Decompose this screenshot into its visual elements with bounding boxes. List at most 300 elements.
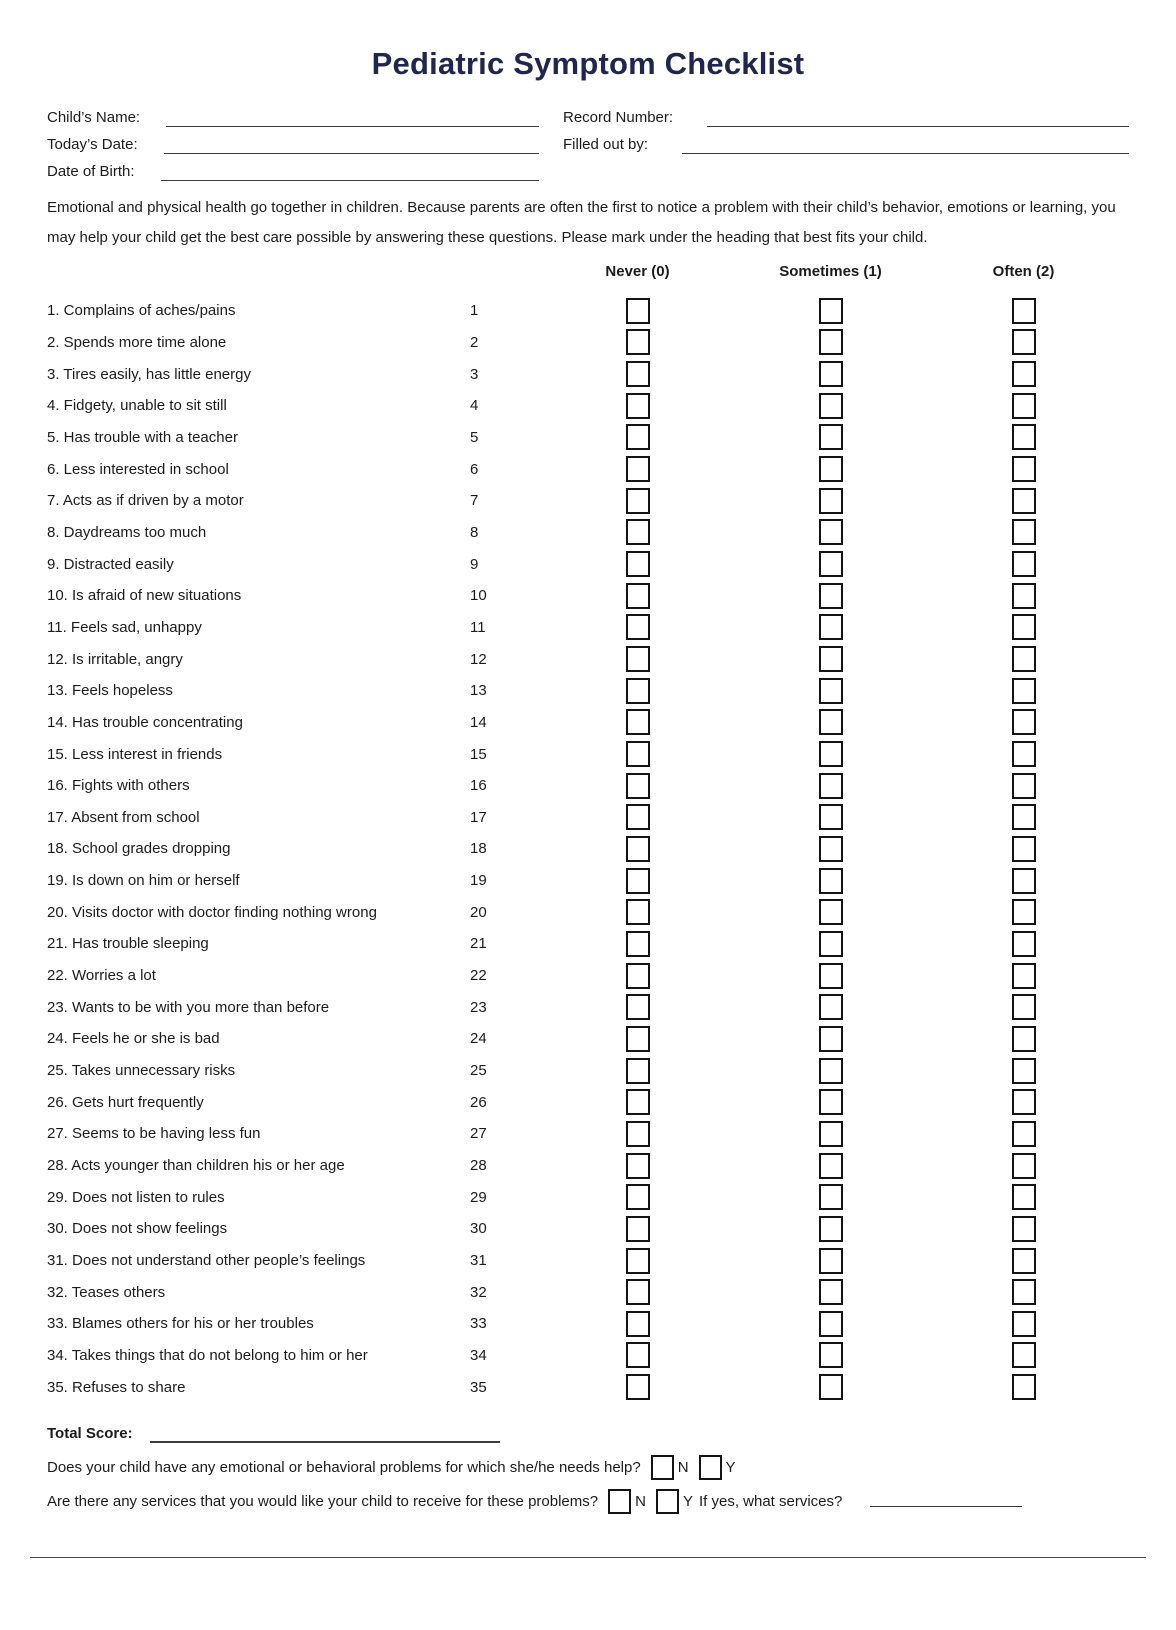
checkbox-sometimes-30[interactable] — [819, 1216, 843, 1242]
checklist-row-4 — [47, 390, 1129, 422]
often-cell — [927, 329, 1120, 355]
never-cell — [541, 424, 734, 450]
never-cell — [541, 1089, 734, 1115]
footer-question-2-text: Are there any services that you would like your child to receive for these problems? — [47, 1493, 599, 1511]
checkbox-sometimes-8[interactable] — [819, 519, 843, 545]
checkbox-sometimes-25[interactable] — [819, 1058, 843, 1084]
checkbox-often-6[interactable] — [1012, 456, 1036, 482]
checkbox-sometimes-3[interactable] — [819, 361, 843, 387]
checkbox-often-30[interactable] — [1012, 1216, 1036, 1242]
checkbox-sometimes-29[interactable] — [819, 1184, 843, 1210]
sometimes-cell — [734, 614, 927, 640]
question-text: 12. Is irritable, angry — [47, 650, 183, 668]
checkbox-often-9[interactable] — [1012, 551, 1036, 577]
never-cell — [541, 804, 734, 830]
question-text: 16. Fights with others — [47, 777, 190, 795]
question-text: 17. Absent from school — [47, 808, 200, 826]
checkbox-often-8[interactable] — [1012, 519, 1036, 545]
checkbox-often-31[interactable] — [1012, 1248, 1036, 1274]
childs-name-input-line[interactable] — [166, 111, 539, 127]
checkbox-often-18[interactable] — [1012, 836, 1036, 862]
checkbox-never-7[interactable] — [626, 488, 650, 514]
never-cell — [541, 329, 734, 355]
checklist-row-24 — [47, 1023, 1129, 1055]
checkbox-often-1[interactable] — [1012, 298, 1036, 324]
question-text: 10. Is afraid of new situations — [47, 587, 242, 605]
question-text: 13. Feels hopeless — [47, 682, 173, 700]
field-record-number — [563, 100, 1129, 127]
never-cell — [541, 1311, 734, 1337]
checkbox-never-14[interactable] — [626, 709, 650, 735]
sometimes-cell — [734, 709, 927, 735]
checklist-row-29 — [47, 1181, 1129, 1213]
checkbox-never-11[interactable] — [626, 614, 650, 640]
checkbox-never-18[interactable] — [626, 836, 650, 862]
checkbox-never-25[interactable] — [626, 1058, 650, 1084]
checkbox-often-34[interactable] — [1012, 1342, 1036, 1368]
checklist-row-2 — [47, 327, 1129, 359]
checklist-row-27 — [47, 1118, 1129, 1150]
checklist-row-9 — [47, 548, 1129, 580]
checkbox-often-11[interactable] — [1012, 614, 1036, 640]
checkbox-often-14[interactable] — [1012, 709, 1036, 735]
todays-date-input-line[interactable] — [164, 138, 539, 154]
checklist-row-32 — [47, 1276, 1129, 1308]
question-number: 8 — [470, 523, 479, 541]
often-cell — [927, 741, 1120, 767]
question-text: 26. Gets hurt frequently — [47, 1093, 204, 1111]
question-number: 28 — [470, 1157, 487, 1175]
often-cell — [927, 678, 1120, 704]
never-cell — [541, 678, 734, 704]
checklist-row-21 — [47, 928, 1129, 960]
footer-question-1 — [47, 1455, 1129, 1481]
sometimes-cell — [734, 424, 927, 450]
checkbox-often-27[interactable] — [1012, 1121, 1036, 1147]
question-number: 32 — [470, 1283, 487, 1301]
checkbox-sometimes-10[interactable] — [819, 583, 843, 609]
question-text: 33. Blames others for his or her troubles — [47, 1315, 314, 1333]
checklist-row-6 — [47, 453, 1129, 485]
question-number: 9 — [470, 555, 479, 573]
checklist-row-1 — [47, 295, 1129, 327]
question-text: 34. Takes things that do not belong to him or her — [47, 1346, 368, 1364]
checkbox-often-26[interactable] — [1012, 1089, 1036, 1115]
question-number: 15 — [470, 745, 487, 763]
question-text: 5. Has trouble with a teacher — [47, 428, 238, 446]
checkbox-often-25[interactable] — [1012, 1058, 1036, 1084]
sometimes-cell — [734, 678, 927, 704]
never-cell — [541, 931, 734, 957]
checkbox-often-3[interactable] — [1012, 361, 1036, 387]
checkbox-sometimes-26[interactable] — [819, 1089, 843, 1115]
question-text: 19. Is down on him or herself — [47, 872, 240, 890]
often-cell — [927, 393, 1120, 419]
checkbox-sometimes-21[interactable] — [819, 931, 843, 957]
checkbox-never-10[interactable] — [626, 583, 650, 609]
checklist-row-26 — [47, 1086, 1129, 1118]
checkbox-often-2[interactable] — [1012, 329, 1036, 355]
checkbox-sometimes-22[interactable] — [819, 963, 843, 989]
never-cell — [541, 836, 734, 862]
sometimes-cell — [734, 1279, 927, 1305]
checkbox-never-26[interactable] — [626, 1089, 650, 1115]
question-text: 31. Does not understand other people’s feelings — [47, 1252, 366, 1270]
sometimes-cell — [734, 899, 927, 925]
checkbox-never-9[interactable] — [626, 551, 650, 577]
never-cell — [541, 456, 734, 482]
never-cell — [541, 1153, 734, 1179]
column-header-sometimes: Sometimes (1) — [779, 262, 882, 280]
often-cell — [927, 773, 1120, 799]
often-cell — [927, 1342, 1120, 1368]
sometimes-cell — [734, 804, 927, 830]
question-text: 29. Does not listen to rules — [47, 1188, 225, 1206]
checkbox-often-29[interactable] — [1012, 1184, 1036, 1210]
checkbox-often-12[interactable] — [1012, 646, 1036, 672]
filled-out-by-label: Filled out by: — [563, 136, 649, 153]
question-text: 3. Tires easily, has little energy — [47, 365, 251, 383]
if-yes-label: If yes, what services? — [698, 1493, 843, 1511]
services-input-line[interactable] — [870, 1496, 1022, 1507]
never-cell — [541, 773, 734, 799]
sometimes-cell — [734, 1184, 927, 1210]
checkbox-sometimes-23[interactable] — [819, 994, 843, 1020]
question-text: 27. Seems to be having less fun — [47, 1125, 261, 1143]
date-of-birth-input-line[interactable] — [161, 165, 539, 181]
never-cell — [541, 868, 734, 894]
checkbox-sometimes-32[interactable] — [819, 1279, 843, 1305]
checklist-row-35 — [47, 1371, 1129, 1403]
checkbox-often-16[interactable] — [1012, 773, 1036, 799]
question-text: 4. Fidgety, unable to sit still — [47, 397, 227, 415]
q1-no-checkbox[interactable] — [651, 1455, 674, 1480]
question-number: 22 — [470, 967, 487, 985]
checkbox-sometimes-18[interactable] — [819, 836, 843, 862]
often-cell — [927, 488, 1120, 514]
checkbox-sometimes-20[interactable] — [819, 899, 843, 925]
checkbox-often-5[interactable] — [1012, 424, 1036, 450]
total-score-label: Total Score: — [47, 1424, 133, 1442]
often-cell — [927, 931, 1120, 957]
question-number: 11 — [470, 618, 486, 636]
checklist-row-30 — [47, 1213, 1129, 1245]
often-cell — [927, 1153, 1120, 1179]
never-cell — [541, 994, 734, 1020]
checkbox-sometimes-15[interactable] — [819, 741, 843, 767]
header-fields-right — [563, 100, 1129, 181]
question-text: 23. Wants to be with you more than before — [47, 998, 330, 1016]
often-cell — [927, 836, 1120, 862]
checkbox-sometimes-6[interactable] — [819, 456, 843, 482]
never-cell — [541, 614, 734, 640]
checkbox-sometimes-5[interactable] — [819, 424, 843, 450]
header-fields-left — [47, 100, 539, 181]
checklist-row-18 — [47, 833, 1129, 865]
checkbox-sometimes-4[interactable] — [819, 393, 843, 419]
checklist-row-12 — [47, 643, 1129, 675]
checkbox-never-35[interactable] — [626, 1374, 650, 1400]
checkbox-sometimes-34[interactable] — [819, 1342, 843, 1368]
often-cell — [927, 709, 1120, 735]
checkbox-never-2[interactable] — [626, 329, 650, 355]
checkbox-never-3[interactable] — [626, 361, 650, 387]
question-text: 8. Daydreams too much — [47, 523, 207, 541]
question-text: 22. Worries a lot — [47, 967, 156, 985]
checkbox-sometimes-12[interactable] — [819, 646, 843, 672]
checkbox-sometimes-28[interactable] — [819, 1153, 843, 1179]
checkbox-never-32[interactable] — [626, 1279, 650, 1305]
sometimes-cell — [734, 298, 927, 324]
checklist-row-33 — [47, 1308, 1129, 1340]
checkbox-never-23[interactable] — [626, 994, 650, 1020]
often-cell — [927, 1311, 1120, 1337]
question-number: 30 — [470, 1220, 487, 1238]
checkbox-never-13[interactable] — [626, 678, 650, 704]
often-cell — [927, 614, 1120, 640]
sometimes-cell — [734, 1342, 927, 1368]
checkbox-never-27[interactable] — [626, 1121, 650, 1147]
field-childs-name — [47, 100, 539, 127]
checkbox-sometimes-31[interactable] — [819, 1248, 843, 1274]
checkbox-never-30[interactable] — [626, 1216, 650, 1242]
question-number: 24 — [470, 1030, 487, 1048]
checkbox-often-20[interactable] — [1012, 899, 1036, 925]
question-number: 21 — [470, 935, 487, 953]
question-text: 2. Spends more time alone — [47, 333, 227, 351]
never-cell — [541, 519, 734, 545]
sometimes-cell — [734, 741, 927, 767]
question-number: 17 — [470, 808, 487, 826]
often-cell — [927, 1184, 1120, 1210]
often-cell — [927, 456, 1120, 482]
q1-no-label: N — [677, 1459, 689, 1477]
question-number: 10 — [470, 587, 487, 605]
checkbox-never-16[interactable] — [626, 773, 650, 799]
question-number: 27 — [470, 1125, 487, 1143]
often-cell — [927, 994, 1120, 1020]
checkbox-never-12[interactable] — [626, 646, 650, 672]
sometimes-cell — [734, 1248, 927, 1274]
checkbox-sometimes-27[interactable] — [819, 1121, 843, 1147]
often-cell — [927, 1279, 1120, 1305]
checkbox-often-21[interactable] — [1012, 931, 1036, 957]
checkbox-never-34[interactable] — [626, 1342, 650, 1368]
answer-columns-header — [47, 261, 1129, 281]
childs-name-label: Child’s Name: — [47, 109, 141, 126]
checkbox-often-13[interactable] — [1012, 678, 1036, 704]
checkbox-never-29[interactable] — [626, 1184, 650, 1210]
question-number: 33 — [470, 1315, 487, 1333]
often-cell — [927, 298, 1120, 324]
never-cell — [541, 361, 734, 387]
checkbox-never-8[interactable] — [626, 519, 650, 545]
question-number: 29 — [470, 1188, 487, 1206]
question-number: 4 — [470, 397, 479, 415]
checkbox-often-22[interactable] — [1012, 963, 1036, 989]
checklist-row-5 — [47, 422, 1129, 454]
never-cell — [541, 741, 734, 767]
sometimes-cell — [734, 963, 927, 989]
question-text: 20. Visits doctor with doctor finding nothing wrong — [47, 903, 377, 921]
checklist-row-25 — [47, 1055, 1129, 1087]
sometimes-cell — [734, 488, 927, 514]
field-filled-out-by — [563, 127, 1129, 154]
checkbox-never-1[interactable] — [626, 298, 650, 324]
question-number: 23 — [470, 998, 487, 1016]
often-cell — [927, 868, 1120, 894]
checklist-row-10 — [47, 580, 1129, 612]
checkbox-often-28[interactable] — [1012, 1153, 1036, 1179]
often-cell — [927, 646, 1120, 672]
checklist-row-20 — [47, 896, 1129, 928]
question-text: 1. Complains of aches/pains — [47, 302, 236, 320]
often-cell — [927, 551, 1120, 577]
total-score-input-line[interactable] — [150, 1430, 500, 1443]
often-cell — [927, 1216, 1120, 1242]
q2-no-checkbox[interactable] — [608, 1489, 631, 1514]
never-cell — [541, 393, 734, 419]
checkbox-never-28[interactable] — [626, 1153, 650, 1179]
sometimes-cell — [734, 868, 927, 894]
sometimes-cell — [734, 1089, 927, 1115]
never-cell — [541, 1279, 734, 1305]
checkbox-often-15[interactable] — [1012, 741, 1036, 767]
checkbox-often-32[interactable] — [1012, 1279, 1036, 1305]
checkbox-never-5[interactable] — [626, 424, 650, 450]
question-text: 9. Distracted easily — [47, 555, 174, 573]
question-number: 12 — [470, 650, 487, 668]
checkbox-sometimes-11[interactable] — [819, 614, 843, 640]
question-text: 18. School grades dropping — [47, 840, 231, 858]
question-text: 28. Acts younger than children his or her age — [47, 1157, 345, 1175]
never-cell — [541, 1374, 734, 1400]
checkbox-sometimes-14[interactable] — [819, 709, 843, 735]
column-header-often: Often (2) — [992, 262, 1055, 280]
often-cell — [927, 1121, 1120, 1147]
q1-yes-checkbox[interactable] — [699, 1455, 722, 1480]
filled-out-by-input-line[interactable] — [682, 138, 1129, 154]
never-cell — [541, 583, 734, 609]
checklist-row-11 — [47, 612, 1129, 644]
checkbox-never-20[interactable] — [626, 899, 650, 925]
often-cell — [927, 583, 1120, 609]
checkbox-never-6[interactable] — [626, 456, 650, 482]
checkbox-sometimes-16[interactable] — [819, 773, 843, 799]
checkbox-never-19[interactable] — [626, 868, 650, 894]
checkbox-sometimes-13[interactable] — [819, 678, 843, 704]
sometimes-cell — [734, 551, 927, 577]
q2-no-label: N — [635, 1493, 646, 1511]
checkbox-sometimes-17[interactable] — [819, 804, 843, 830]
checkbox-sometimes-19[interactable] — [819, 868, 843, 894]
field-todays-date — [47, 127, 539, 154]
checkbox-often-7[interactable] — [1012, 488, 1036, 514]
question-number: 35 — [470, 1378, 487, 1396]
question-number: 13 — [470, 682, 487, 700]
never-cell — [541, 899, 734, 925]
question-number: 5 — [470, 428, 479, 446]
checkbox-never-31[interactable] — [626, 1248, 650, 1274]
checkbox-never-21[interactable] — [626, 931, 650, 957]
question-text: 7. Acts as if driven by a motor — [47, 492, 244, 510]
checkbox-often-35[interactable] — [1012, 1374, 1036, 1400]
checkbox-often-23[interactable] — [1012, 994, 1036, 1020]
checkbox-sometimes-2[interactable] — [819, 329, 843, 355]
question-text: 25. Takes unnecessary risks — [47, 1062, 236, 1080]
question-text: 21. Has trouble sleeping — [47, 935, 209, 953]
header-fields — [47, 100, 1129, 181]
checkbox-sometimes-9[interactable] — [819, 551, 843, 577]
often-cell — [927, 424, 1120, 450]
sometimes-cell — [734, 1216, 927, 1242]
checkbox-never-22[interactable] — [626, 963, 650, 989]
often-cell — [927, 1026, 1120, 1052]
checkbox-sometimes-24[interactable] — [819, 1026, 843, 1052]
never-cell — [541, 1026, 734, 1052]
checkbox-sometimes-7[interactable] — [819, 488, 843, 514]
footer-question-1-text: Does your child have any emotional or behavioral problems for which she/he needs help? — [47, 1459, 641, 1477]
often-cell — [927, 1374, 1120, 1400]
checklist-row-3 — [47, 358, 1129, 390]
checkbox-often-17[interactable] — [1012, 804, 1036, 830]
checkbox-never-17[interactable] — [626, 804, 650, 830]
q2-yes-checkbox[interactable] — [656, 1489, 679, 1514]
bottom-divider — [30, 1557, 1146, 1558]
question-number: 14 — [470, 713, 487, 731]
sometimes-cell — [734, 583, 927, 609]
never-cell — [541, 1248, 734, 1274]
sometimes-cell — [734, 773, 927, 799]
checkbox-sometimes-35[interactable] — [819, 1374, 843, 1400]
checklist-row-22 — [47, 960, 1129, 992]
record-number-input-line[interactable] — [707, 111, 1129, 127]
checkbox-never-24[interactable] — [626, 1026, 650, 1052]
never-cell — [541, 1121, 734, 1147]
question-number: 7 — [470, 492, 479, 510]
sometimes-cell — [734, 456, 927, 482]
checklist-row-14 — [47, 707, 1129, 739]
checklist-row-8 — [47, 517, 1129, 549]
often-cell — [927, 361, 1120, 387]
checklist-row-28 — [47, 1150, 1129, 1182]
checkbox-often-10[interactable] — [1012, 583, 1036, 609]
checkbox-sometimes-33[interactable] — [819, 1311, 843, 1337]
question-text: 6. Less interested in school — [47, 460, 229, 478]
question-number: 16 — [470, 777, 487, 795]
sometimes-cell — [734, 329, 927, 355]
checklist-row-13 — [47, 675, 1129, 707]
question-number: 2 — [470, 333, 479, 351]
todays-date-label: Today’s Date: — [47, 136, 138, 153]
checkbox-never-33[interactable] — [626, 1311, 650, 1337]
checkbox-often-19[interactable] — [1012, 868, 1036, 894]
question-number: 25 — [470, 1062, 487, 1080]
often-cell — [927, 963, 1120, 989]
checkbox-sometimes-1[interactable] — [819, 298, 843, 324]
question-number: 20 — [470, 903, 487, 921]
checkbox-often-4[interactable] — [1012, 393, 1036, 419]
checkbox-never-15[interactable] — [626, 741, 650, 767]
checklist-row-7 — [47, 485, 1129, 517]
checkbox-often-33[interactable] — [1012, 1311, 1036, 1337]
sometimes-cell — [734, 393, 927, 419]
never-cell — [541, 1216, 734, 1242]
checkbox-never-4[interactable] — [626, 393, 650, 419]
often-cell — [927, 1058, 1120, 1084]
checkbox-often-24[interactable] — [1012, 1026, 1036, 1052]
question-text: 35. Refuses to share — [47, 1378, 186, 1396]
